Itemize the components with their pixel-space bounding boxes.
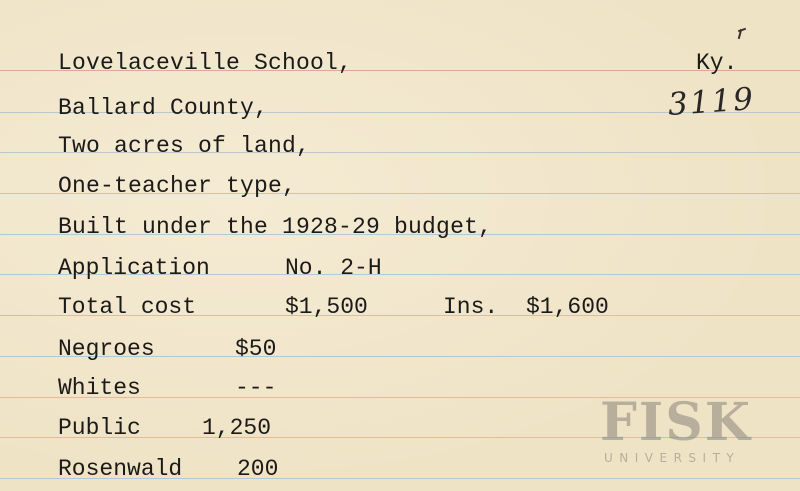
land-line: Two acres of land, [58,133,311,159]
budget-line: Built under the 1928-29 budget, [58,214,493,240]
fisk-university-logo [598,390,778,470]
whites-label: Whites [58,375,141,401]
logo-name: FISK [600,392,752,453]
whites-value: --- [235,375,277,401]
insurance-label: Ins. [443,294,499,320]
total-cost-label: Total cost [58,294,197,320]
public-label: Public [58,415,141,441]
total-cost-value: $1,500 [285,294,368,320]
state-abbrev: Ky. [696,50,738,76]
insurance-value: $1,600 [526,294,609,320]
county-line: Ballard County, [58,95,269,121]
rosenwald-value: 200 [237,456,279,482]
handwritten-number: 3119 [666,81,757,123]
public-value: 1,250 [202,415,272,441]
rosenwald-label: Rosenwald [58,456,183,482]
negroes-value: $50 [235,336,277,362]
logo-subtitle: UNIVERSITY [604,451,741,465]
type-line: One-teacher type, [58,173,297,199]
application-value: No. 2-H [285,255,382,281]
pencil-mark [738,28,746,33]
negroes-label: Negroes [58,336,155,362]
school-name: Lovelaceville School, [58,50,353,76]
application-label: Application [58,255,210,281]
